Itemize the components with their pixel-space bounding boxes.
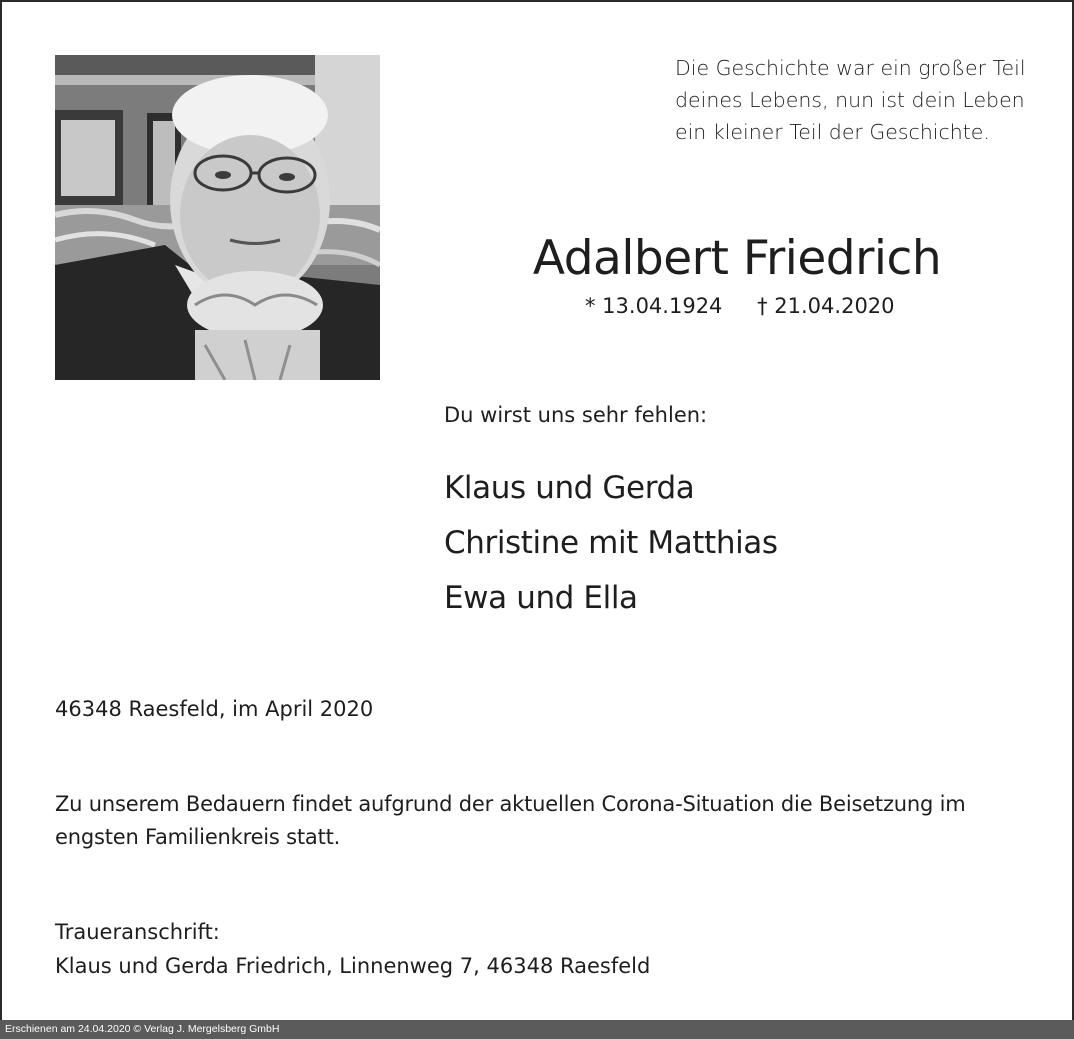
mourners-list [444,461,778,626]
miss-line: Du wirst uns sehr fehlen: [444,403,708,427]
quote-line: Die Geschichte war ein großer Teil [675,56,1026,80]
address-label: Traueranschrift: [55,920,220,944]
memorial-quote [675,52,1045,148]
notice-line: Zu unserem Bedauern findet aufgrund der aktuellen Corona-Situation die Beisetzung im [55,792,966,816]
quote-line: ein kleiner Teil der Geschichte. [675,120,990,144]
death-date: † 21.04.2020 [757,294,895,318]
deceased-name: Adalbert Friedrich [532,231,942,286]
portrait-photo [55,55,380,380]
mourner-name: Christine mit Matthias [444,525,778,561]
mourner-name: Klaus und Gerda [444,470,695,506]
quote-line: deines Lebens, nun ist dein Leben [675,88,1025,112]
birth-date: * 13.04.1924 [585,294,723,318]
place-date: 46348 Raesfeld, im April 2020 [55,697,374,721]
mourning-address [55,915,650,983]
mourner-name: Ewa und Ella [444,580,638,616]
life-dates [585,291,895,321]
address-value: Klaus und Gerda Friedrich, Linnenweg 7, 46348 Raesfeld [55,954,651,978]
notice-line: engsten Familienkreis statt. [55,825,341,849]
corona-notice [55,788,1045,854]
publication-footer: Erschienen am 24.04.2020 © Verlag J. Mergelsberg GmbH [0,1020,1074,1039]
